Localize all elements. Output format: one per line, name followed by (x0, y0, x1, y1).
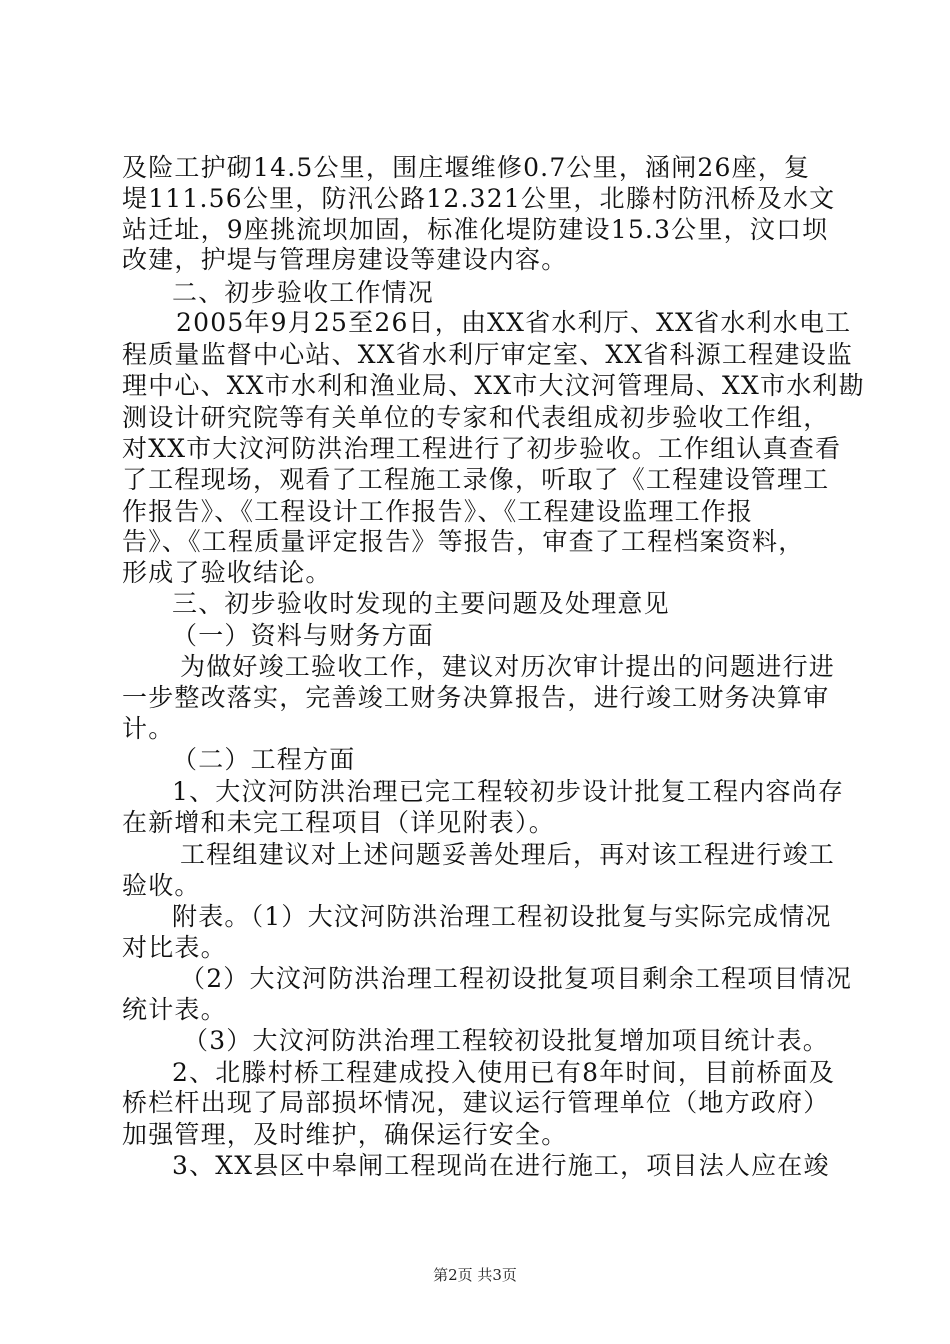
appendix-line: 附表。（1）大汶河防洪治理工程初设批复与实际完成情况 (172, 902, 832, 931)
body-line: 工程组建议对上述问题妥善处理后，再对该工程进行竣工 (180, 840, 836, 869)
body-line: 对XX市大汶河防洪治理工程进行了初步验收。工作组认真查看 (122, 434, 842, 463)
body-line: 加强管理，及时维护，确保运行安全。 (122, 1120, 568, 1149)
section-heading: 二、初步验收工作情况 (172, 278, 435, 307)
body-line: 在新增和未完工程项目（详见附表）。 (122, 808, 555, 837)
subsection-heading: （二）工程方面 (172, 745, 356, 774)
body-line: 堤111.56公里，防汛公路12.321公里，北滕村防汛桥及水文 (122, 184, 836, 213)
body-line: 2005年9月25至26日，由XX省水利厅、XX省水利水电工 (176, 308, 852, 337)
page-footer: 第2页 共3页 (433, 1266, 517, 1284)
body-line: 2、北滕村桥工程建成投入使用已有8年时间，目前桥面及 (172, 1058, 836, 1087)
body-line: 理中心、XX市水利和渔业局、XX市大汶河管理局、XX市水利勘 (122, 371, 865, 400)
subsection-heading: （一）资料与财务方面 (172, 621, 435, 650)
appendix-line: （2）大汶河防洪治理工程初设批复项目剩余工程项目情况 (180, 964, 853, 993)
body-line: 桥栏杆出现了局部损坏情况，建议运行管理单位（地方政府） (122, 1088, 830, 1117)
body-line: 站迁址，9座挑流坝加固，标准化堤防建设15.3公里，汶口坝 (122, 215, 829, 244)
body-line: 一步整改落实，完善竣工财务决算报告，进行竣工财务决算审 (122, 683, 830, 712)
appendix-line: 对比表。 (122, 933, 227, 962)
body-line: 测设计研究院等有关单位的专家和代表组成初步验收工作组， (122, 403, 830, 432)
section-heading: 三、初步验收时发现的主要问题及处理意见 (172, 589, 670, 618)
body-line: 告》、《工程质量评定报告》等报告，审查了工程档案资料， (122, 527, 805, 556)
body-line: 3、XX县区中皋闸工程现尚在进行施工，项目法人应在竣 (172, 1151, 830, 1180)
body-line: 验收。 (122, 871, 201, 900)
body-line: 形成了验收结论。 (122, 558, 332, 587)
body-line: 及险工护砌14.5公里，围庄堰维修0.7公里，涵闸26座，复 (122, 153, 811, 182)
body-line: 作报告》、《工程设计工作报告》、《工程建设监理工作报 (122, 497, 754, 526)
appendix-line: 统计表。 (122, 995, 227, 1024)
body-line: 了工程现场，观看了工程施工录像，听取了《工程建设管理工 (122, 465, 830, 494)
body-line: 程质量监督中心站、XX省水利厅审定室、XX省科源工程建设监 (122, 340, 853, 369)
body-line: 计。 (122, 714, 175, 743)
body-line: 1、大汶河防洪治理已完工程较初步设计批复工程内容尚存 (172, 777, 845, 806)
body-line: 改建，护堤与管理房建设等建设内容。 (122, 245, 568, 274)
appendix-line: （3）大汶河防洪治理工程较初设批复增加项目统计表。 (183, 1026, 829, 1055)
body-line: 为做好竣工验收工作，建议对历次审计提出的问题进行进 (180, 652, 836, 681)
